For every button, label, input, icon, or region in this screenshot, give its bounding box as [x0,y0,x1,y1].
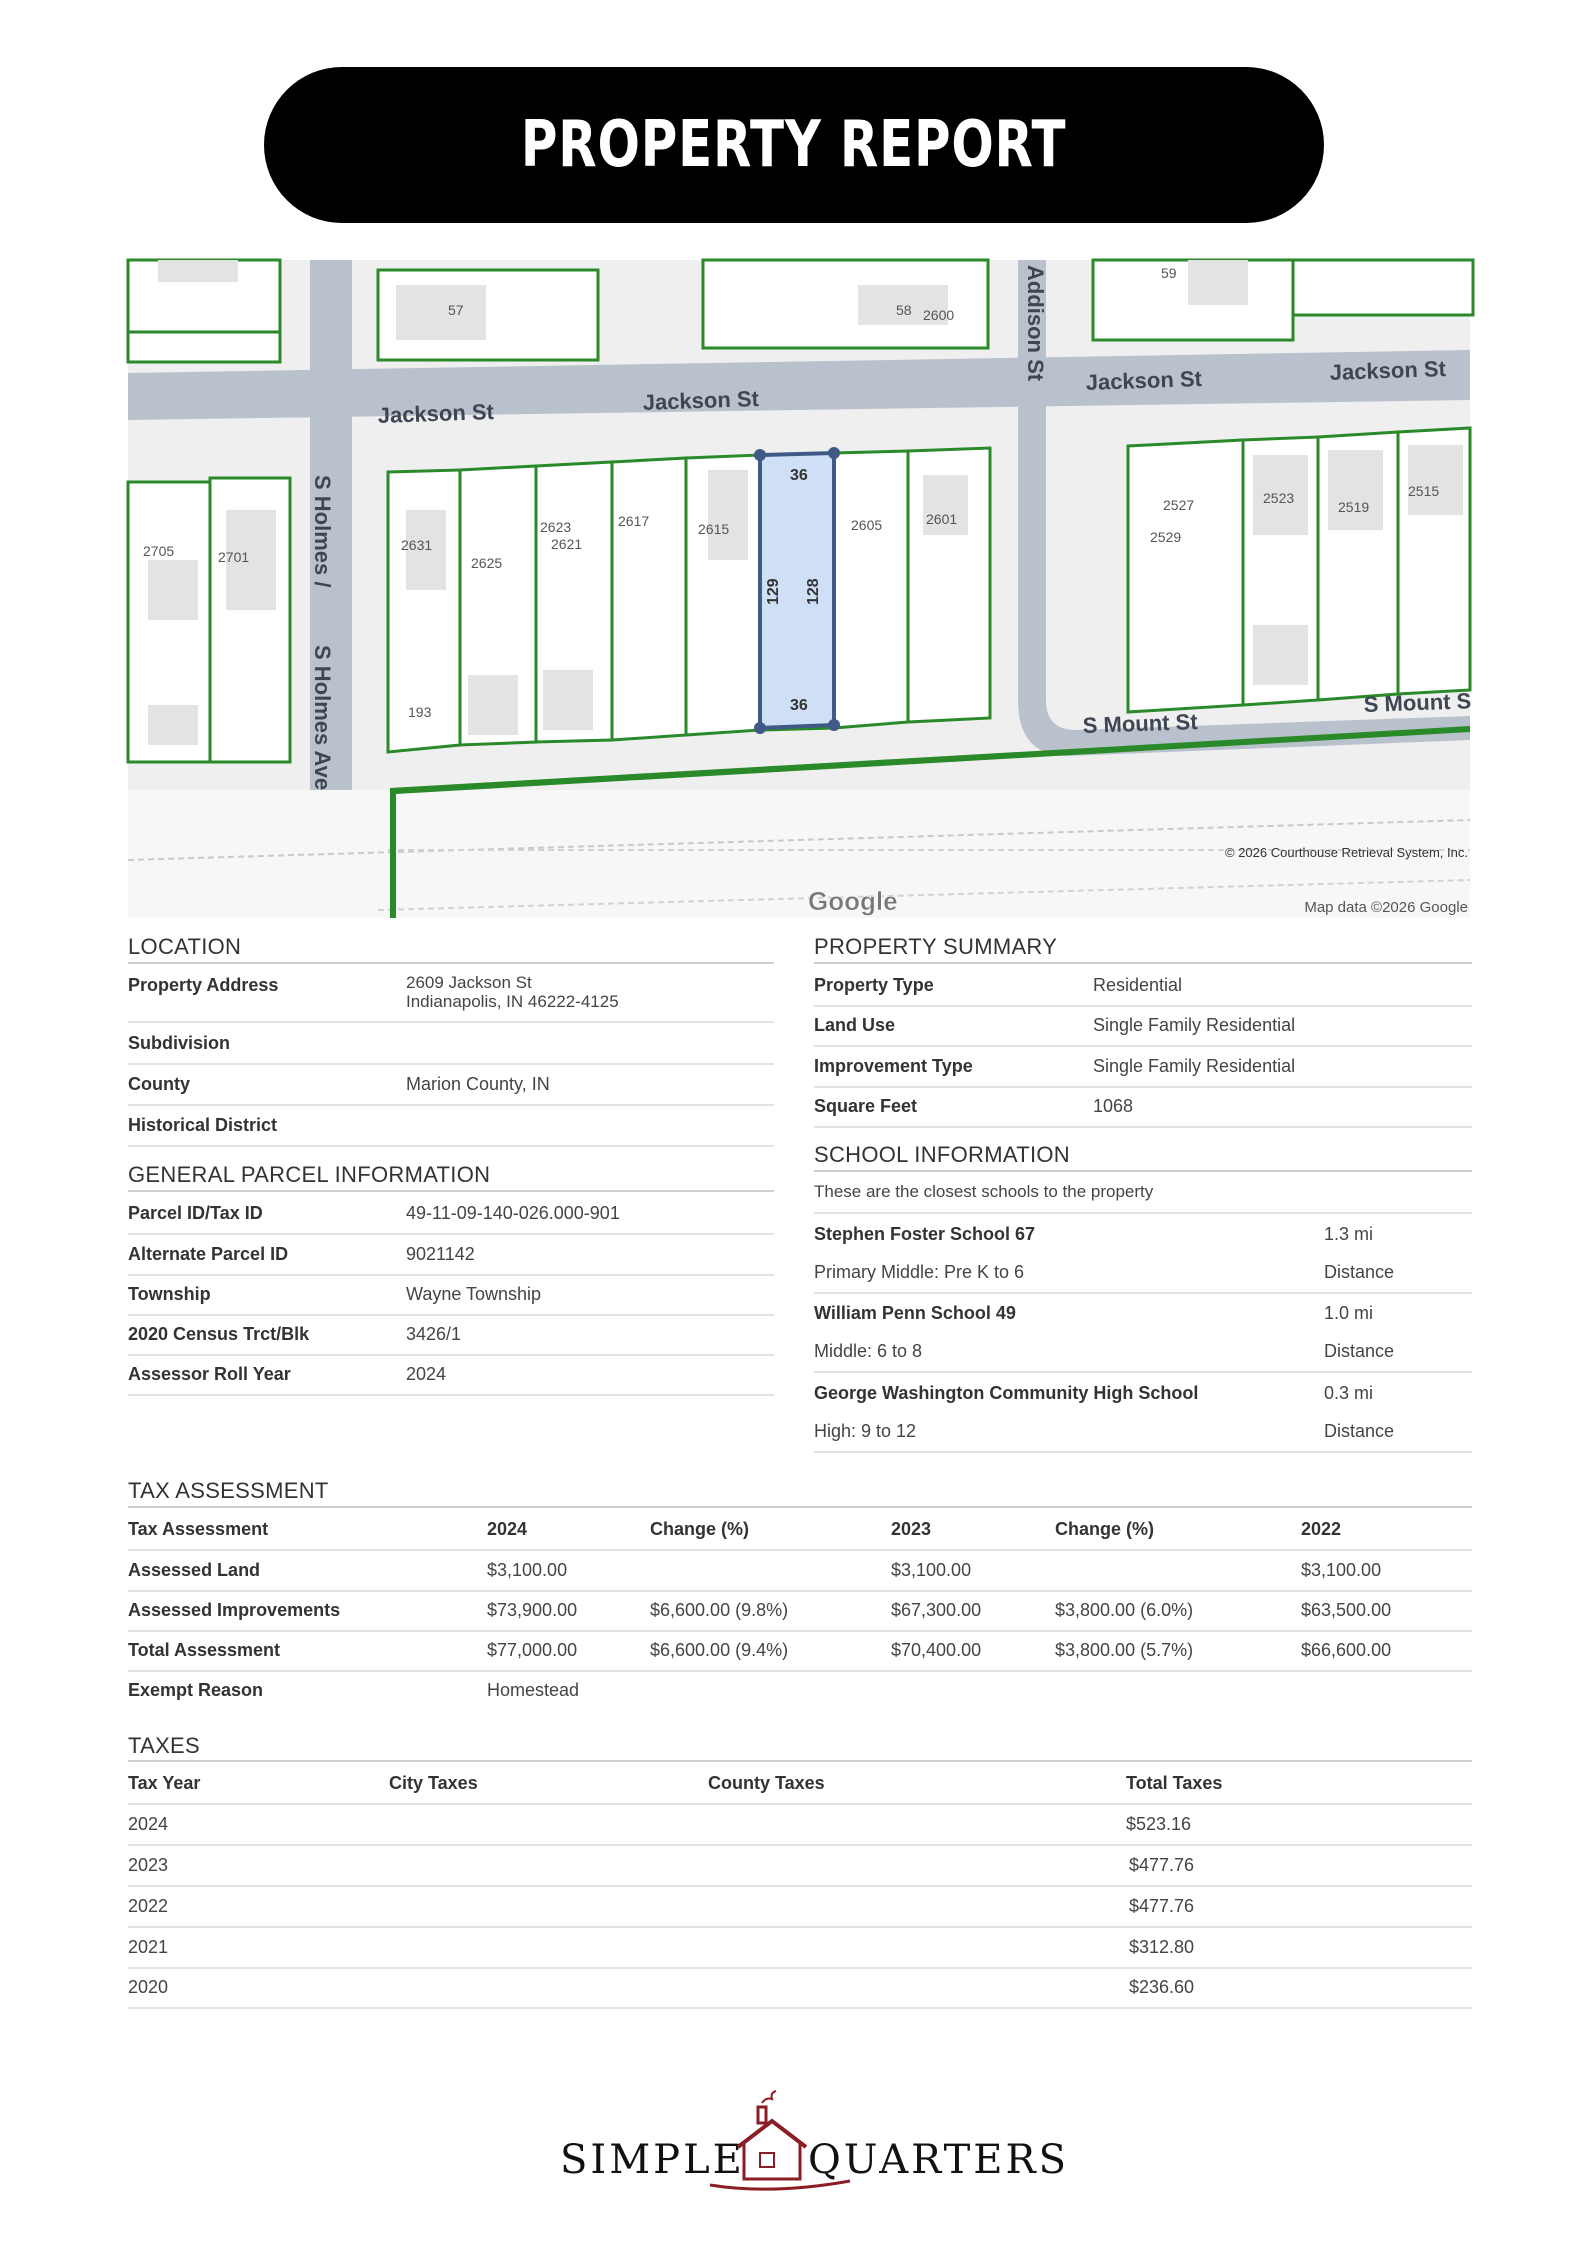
table-cell: $63,500.00 [1301,1600,1392,1620]
taxes-header-row [128,1763,1472,1805]
table-row [128,1804,1472,1846]
distance-label: Distance [1324,1262,1395,1282]
label-square-feet: Square Feet [814,1096,918,1116]
lot-number: 2529 [1150,529,1182,545]
school-grades: Middle: 6 to 8 [814,1341,923,1361]
label-census: 2020 Census Trct/Blk [128,1324,310,1344]
row-label: Exempt Reason [128,1680,264,1700]
street-label-addison: Addison St [1023,265,1048,382]
parcel-row [128,1314,774,1356]
section-title-school-info: SCHOOL INFORMATION [814,1142,1070,1167]
value-square-feet: 1068 [1093,1096,1134,1116]
lot-number: 2631 [401,537,433,553]
lot-number: 2515 [1408,483,1440,499]
school-row [814,1214,1472,1294]
parcel-row [128,1234,774,1276]
table-cell: $6,600.00 (9.4%) [650,1640,789,1660]
label-subdivision: Subdivision [128,1033,231,1053]
label-property-address: Property Address [128,975,279,995]
value-county: Marion County, IN [406,1074,550,1094]
column-header: City Taxes [389,1773,478,1793]
street-label-holmes: S Holmes / [310,475,335,588]
total-taxes: $236.60 [1129,1977,1195,1997]
total-taxes: $477.76 [1129,1896,1195,1916]
column-header: Tax Assessment [128,1519,269,1539]
table-cell: $6,600.00 (9.8%) [650,1600,789,1620]
location-row [128,1023,774,1065]
street-label-jackson: Jackson St [1329,355,1447,385]
column-header: Tax Year [128,1773,201,1793]
tax-year: 2024 [128,1814,169,1834]
street-label-holmes-ave: S Holmes Ave [310,645,335,791]
parcel-row [128,1354,774,1396]
lot-number: 2623 [540,519,572,535]
report-title: PROPERTY REPORT [521,108,1067,182]
report-header [264,67,1324,223]
table-cell: $70,400.00 [891,1640,982,1660]
table-row [128,1590,1472,1632]
lot-number: 57 [448,302,464,318]
address-line-2: Indianapolis, IN 46222-4125 [406,992,619,1011]
section-title-location: LOCATION [128,934,242,959]
label-parcel-id: Parcel ID/Tax ID [128,1203,263,1223]
dimension-label: 36 [790,697,808,714]
school-distance: 1.3 mi [1324,1224,1374,1244]
google-logo: Google [808,886,898,916]
tax-year: 2020 [128,1977,169,1997]
lot-number: 2527 [1163,497,1195,513]
label-alt-parcel-id: Alternate Parcel ID [128,1244,289,1264]
location-row [128,965,774,1023]
school-name: William Penn School 49 [814,1303,1016,1323]
lot-number: 2617 [618,513,650,529]
section-title-taxes: TAXES [128,1733,201,1758]
value-land-use: Single Family Residential [1093,1015,1296,1035]
street-label-mount: S Mount St [1082,709,1198,738]
column-header: Change (%) [1055,1519,1154,1539]
lot-number: 2605 [851,517,883,533]
total-taxes: $523.16 [1126,1814,1192,1834]
school-distance: 0.3 mi [1324,1383,1374,1403]
table-cell: $3,800.00 (5.7%) [1055,1640,1194,1660]
logo-text-quarters: QUARTERS [808,2137,1069,2183]
section-rule [128,1190,774,1192]
table-cell: $73,900.00 [487,1600,578,1620]
tax-assessment-header-row [128,1509,1472,1551]
school-name: George Washington Community High School [814,1383,1199,1403]
column-header: 2024 [487,1519,528,1539]
street-label-jackson: Jackson St [642,385,760,415]
map-data-credit: Map data ©2026 Google [1304,899,1468,916]
dimension-label: 129 [765,578,782,605]
distance-label: Distance [1324,1421,1395,1441]
row-label: Assessed Improvements [128,1600,341,1620]
value-parcel-id: 49-11-09-140-026.000-901 [406,1203,620,1223]
table-row [128,1670,1472,1710]
school-name: Stephen Foster School 67 [814,1224,1036,1244]
total-taxes: $312.80 [1129,1937,1195,1957]
label-county: County [128,1074,190,1094]
section-rule [814,962,1472,964]
summary-row [814,1086,1472,1128]
lot-number: 2601 [926,511,958,527]
section-title-tax-assessment: TAX ASSESSMENT [128,1478,329,1503]
row-label: Assessed Land [128,1560,261,1580]
tax-year: 2021 [128,1937,169,1957]
table-row [128,1927,1472,1969]
dimension-label: 128 [805,578,822,605]
street-label-jackson: Jackson St [1085,365,1203,395]
value-township: Wayne Township [406,1284,542,1304]
section-title-general-parcel: GENERAL PARCEL INFORMATION [128,1162,491,1187]
value-improvement-type: Single Family Residential [1093,1056,1296,1076]
location-row [128,1105,774,1147]
table-cell: $3,100.00 [1301,1560,1382,1580]
dimension-label: 36 [790,467,808,484]
lot-number: 2705 [143,543,175,559]
lot-number: 2600 [923,307,955,323]
map-copyright: © 2026 Courthouse Retrieval System, Inc. [1225,845,1468,860]
lot-number: 59 [1161,265,1177,281]
lot-number: 193 [408,704,432,720]
distance-label: Distance [1324,1341,1395,1361]
value-alt-parcel-id: 9021142 [406,1244,475,1264]
column-header: 2022 [1301,1519,1342,1539]
label-land-use: Land Use [814,1015,896,1035]
lot-number: 2519 [1338,499,1370,515]
logo-text-simple: SIMPLE [560,2137,745,2183]
table-cell: $66,600.00 [1301,1640,1392,1660]
table-row [128,1845,1472,1887]
school-intro: These are the closest schools to the property [814,1182,1154,1201]
tax-year: 2023 [128,1855,169,1875]
lot-number: 58 [896,302,912,318]
school-row [814,1373,1472,1453]
school-distance: 1.0 mi [1324,1303,1374,1323]
table-row [128,1630,1472,1672]
summary-row [814,1005,1472,1047]
total-taxes: $477.76 [1129,1855,1195,1875]
section-rule [128,962,774,964]
table-cell: $77,000.00 [487,1640,578,1660]
column-header: Total Taxes [1126,1773,1223,1793]
school-row [814,1293,1472,1373]
value-roll-year: 2024 [406,1364,447,1384]
value-property-type: Residential [1093,975,1183,995]
location-row [128,1064,774,1106]
lot-number: 2625 [471,555,503,571]
label-township: Township [128,1284,211,1304]
street-label-jackson: Jackson St [377,398,495,428]
table-cell: Homestead [487,1680,580,1700]
section-rule [128,1506,1472,1508]
lot-number: 2701 [218,549,250,565]
section-title-property-summary: PROPERTY SUMMARY [814,934,1058,959]
parcel-row [128,1274,774,1316]
school-intro-row [814,1172,1472,1214]
parcel-row [128,1193,774,1235]
label-historical-district: Historical District [128,1115,278,1135]
summary-row [814,1046,1472,1088]
table-cell: $3,800.00 (6.0%) [1055,1600,1194,1620]
table-row [128,1550,1472,1592]
simple-quarters-logo [560,2085,1069,2195]
row-label: Total Assessment [128,1640,281,1660]
lot-number: 2621 [551,536,583,552]
lot-number: 2523 [1263,490,1295,506]
table-cell: $3,100.00 [891,1560,972,1580]
label-property-type: Property Type [814,975,934,995]
column-header: 2023 [891,1519,932,1539]
column-header: County Taxes [708,1773,825,1793]
school-grades: High: 9 to 12 [814,1421,917,1441]
label-roll-year: Assessor Roll Year [128,1364,291,1384]
lot-number: 2615 [698,521,730,537]
table-cell: $67,300.00 [891,1600,982,1620]
street-label-mount: S Mount S [1363,688,1472,717]
label-improvement-type: Improvement Type [814,1056,973,1076]
summary-row [814,965,1472,1007]
table-row [128,1967,1472,2009]
section-rule [128,1760,1472,1762]
table-row [128,1886,1472,1928]
value-census: 3426/1 [406,1324,462,1344]
tax-year: 2022 [128,1896,169,1916]
address-line-1: 2609 Jackson St [406,973,532,992]
table-cell: $3,100.00 [487,1560,568,1580]
column-header: Change (%) [650,1519,749,1539]
value-property-address [406,973,619,1011]
parcel-map [128,260,1470,918]
school-grades: Primary Middle: Pre K to 6 [814,1262,1025,1282]
